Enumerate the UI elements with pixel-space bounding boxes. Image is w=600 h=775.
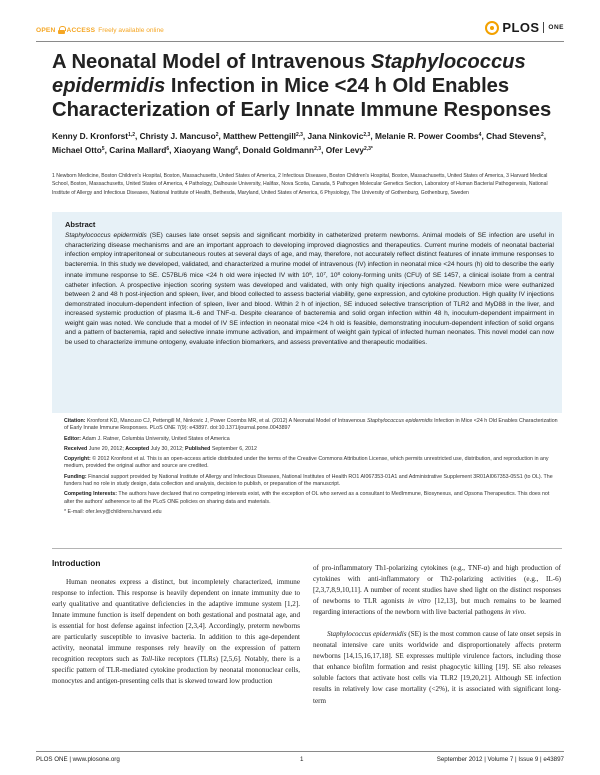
author-affiliation-marker: 2 bbox=[540, 132, 544, 138]
accepted-date: July 30, 2012; bbox=[149, 445, 186, 452]
author-affiliation-marker: 2,3 bbox=[363, 132, 371, 138]
dates bbox=[64, 446, 561, 453]
citation bbox=[64, 418, 561, 433]
citation-label: Citation: bbox=[64, 418, 86, 424]
author[interactable] bbox=[52, 131, 135, 141]
intro-left-b: -like receptors (TLRs) [2,5,6]. Notably, there is a specific pattern of TLR-mediated cytokine production by neonatal mononuclear cells, monocytes and antigen-presenting cells that is skewed toward low production bbox=[52, 655, 301, 686]
intro-species: Staphylococcus epidermidis bbox=[327, 630, 407, 639]
title-species: Staphylococcus epidermidis bbox=[52, 51, 526, 97]
corresponding-email[interactable]: * E-mail: ofer.levy@childrens.harvard.edu bbox=[64, 508, 162, 515]
intro-paragraph-1-cont bbox=[313, 563, 561, 618]
funding bbox=[64, 474, 561, 489]
author-name: Jana Ninkovic bbox=[307, 131, 364, 141]
section-divider bbox=[52, 548, 562, 549]
author-name: Donald Goldmann bbox=[242, 144, 315, 155]
abstract-text-b: colony-forming units (CFU) of SE 1457, a clinical isolate from a central catheter infection. A prospective injection scoring system was developed and validated, with only high quality injections analyzed. Newborn mice were euthanized between 2 and 48 h post-injection and spleen, liver, and blood collected to assess bacterial viability, gene expression, and cytokine production. High quality IV injections demonstrated inoculum-dependent infection of spleen, liver and blood. Within 2 h of injection, SE induced selective transcription of TLR2 and MyD88 in the liver, and increased systemic production of plasma IL-6 and TNF-α. Despite clearance of bacteremia and solid organ infection within 48 h, inoculum-dependent impairment in weight gain was noted. We conclude that a model of IV SE infection in neonatal mice <24 h old is feasible, demonstrating inoculum-dependent infection of solid organs and a pattern of bacteremia, rapid and selective innate immune activation, and impairment of weight gain typical of infected human neonates. This novel model can now be used to characterize immune ontogeny, evaluate infection biomarkers, and assess preventative and therapeutic modalities. bbox=[65, 272, 554, 346]
journal-header bbox=[36, 20, 564, 42]
citation-species: Staphylococcus epidermidis bbox=[366, 418, 433, 424]
author-name: Ofer Levy bbox=[325, 144, 364, 155]
logo-divider bbox=[543, 22, 544, 33]
received-date: June 20, 2012; bbox=[87, 445, 126, 452]
abstract-heading: Abstract bbox=[65, 220, 96, 229]
abstract-text bbox=[65, 231, 554, 347]
accepted-label: Accepted bbox=[125, 445, 150, 452]
funding-label: Funding: bbox=[64, 473, 87, 480]
open-access-lock-icon bbox=[58, 26, 65, 34]
competing-label: Competing Interests: bbox=[64, 491, 117, 498]
intro-left-a: Human neonates express a distinct, but incompletely characterized, immune response to infection. This response is heavily dependent on innate immunity due to early qualitative and quantitative deficiencies in the adaptive immune system [1,2]. Innate immune function is itself dependent on both gestational and postnatal age, and is essential for host defense against infection [2,3,4]. Accordingly, preterm newborns are particularly susceptible to invasive bacteria. In addition to this age-dependent activity, neonatal immune responses rely heavily on the expression of pattern recognition receptors such as bbox=[52, 578, 300, 664]
one-wordmark: ONE bbox=[548, 24, 564, 31]
author[interactable] bbox=[223, 131, 303, 141]
author-affiliation-marker: 5 bbox=[101, 145, 105, 152]
author-list: Kenny D. Kronforst$^{1,2}$, Christy J. Mancuso$^2$, Matthew Pettengill$^{2,3}$, Jana Ninkovic$^{2,3}$, Melanie R. Power Coombs$^4$, Chad Stevens$^2$, Michael Otto$^5$, Carina Mallard$^6$, Xiaoyang Wang$^6$, Donald Goldmann$^{2,3}$, Ofer Levy$^{2,3*}$ bbox=[52, 131, 547, 155]
author-name: Kenny D. Kronforst bbox=[52, 131, 129, 141]
abstract-box bbox=[52, 212, 562, 413]
author[interactable] bbox=[52, 145, 105, 155]
author-affiliation-marker: 6 bbox=[166, 145, 170, 152]
intro-toll: Toll bbox=[141, 655, 153, 664]
article-metadata bbox=[64, 418, 561, 519]
author-name: Chad Stevens bbox=[486, 131, 541, 141]
introduction-heading: Introduction bbox=[52, 558, 101, 568]
author-affiliation-marker: 1,2 bbox=[128, 132, 136, 138]
intro-paragraph-2-text: (SE) is the most common cause of late onset sepsis in neonatal intensive care units worldwide and disproportionately affects preterm newborns [14,15,16,17,18]. SE expresses multiple virulence factors, including those that enhance biofilm formation and resist phagocytic killing [19]. SE also releases soluble factors that activate host cells via TLR2 [19,20,21]. Although SE infection results in relatively low case mortality (<2%), it is associated with significant long-term bbox=[313, 630, 561, 705]
intro-paragraph-2 bbox=[313, 629, 561, 706]
author[interactable] bbox=[486, 131, 544, 141]
abstract-exp-1: 6 bbox=[309, 271, 312, 276]
open-access-tagline: Freely available online bbox=[98, 26, 164, 34]
article-title bbox=[52, 50, 552, 122]
intro-right-column bbox=[313, 563, 561, 707]
author-affiliation-marker: 4 bbox=[478, 132, 482, 138]
author-name: Christy J. Mancuso bbox=[139, 131, 216, 141]
abstract-species: Staphylococcus epidermidis bbox=[65, 232, 147, 239]
intro-right-a: of pro-inflammatory Th1-polarizing cytokines (e.g., TNF-α) and high production of cytokines with anti-inflammatory or Th2-polarizing activities (e.g., IL-6) [2,3,7,8,9,10,11]. A number of recent studies have shed light on the distinct responses of newborns to TLR agonists bbox=[313, 564, 561, 606]
citation-text-b: Infection in Mice <24 h Old Enables Characterization of Early Innate Immune Responses. PLoS ONE 7(9): e43897. doi:10.1371/journal.pone.0043897 bbox=[64, 418, 558, 432]
editor bbox=[64, 436, 561, 443]
abstract-sep-1: , 10 bbox=[311, 272, 324, 279]
author[interactable] bbox=[140, 131, 219, 141]
author-name: Melanie R. Power Coombs bbox=[374, 131, 479, 141]
author-affiliation-marker: 2,3 bbox=[314, 145, 322, 152]
citation-text-a: Kronforst KD, Mancuso CJ, Pettengill M, Ninkovic J, Power Coombs MR, et al. (2012) A Neonatal Model of Intravenous bbox=[85, 418, 367, 424]
author[interactable] bbox=[243, 145, 321, 155]
footer-issue-info: September 2012 | Volume 7 | Issue 9 | e43897 bbox=[436, 756, 564, 763]
plos-ring-icon bbox=[485, 21, 499, 35]
author-affiliation-marker: 2,3* bbox=[363, 145, 373, 152]
open-access-banner[interactable] bbox=[36, 26, 164, 34]
received-label: Received bbox=[64, 445, 88, 452]
title-part-2: Infection in Mice <24 h Old Enables Characterization of Early Innate Immune Responses bbox=[52, 75, 552, 121]
author[interactable] bbox=[326, 145, 373, 155]
copyright-label: Copyright: bbox=[64, 456, 91, 463]
page-number: 1 bbox=[300, 756, 304, 763]
author-affiliation-marker: 2 bbox=[215, 132, 219, 138]
plos-wordmark: PLOS bbox=[502, 20, 540, 35]
editor-name: Adam J. Ratner, Columbia University, United States of America bbox=[81, 435, 230, 442]
author-name: Carina Mallard bbox=[109, 144, 167, 155]
funding-text: Financial support provided by National Institute of Allergy and Infectious Diseases, National Institutes of Health RO1 AI067353-01A1 and Administrative Supplement 3R01AI067353-05S1 (to OL). The funders had no role in study design, data collection and analysis, decision to publish, or preparation of the manuscript. bbox=[64, 473, 553, 488]
intro-right-c: . bbox=[524, 608, 526, 617]
title-part-1: A Neonatal Model of Intravenous bbox=[52, 51, 371, 73]
competing-interests bbox=[64, 491, 561, 506]
abstract-exp-2: 7 bbox=[323, 271, 326, 276]
abstract-exp-3: 8 bbox=[337, 271, 340, 276]
author[interactable] bbox=[375, 131, 482, 141]
competing-text: The authors have declared that no competing interests exist, with the exception of OL who served as a consultant to MedImmune, Biosynexus, and Opsona Therapeutics. This does not alter the authors' adherence to all the PLoS ONE policies on sharing data and materials. bbox=[64, 491, 550, 505]
copyright bbox=[64, 456, 561, 471]
author[interactable] bbox=[308, 131, 371, 141]
copyright-text: © 2012 Kronforst et al. This is an open-access article distributed under the terms of the Creative Commons Attribution License, which permits unrestricted use, distribution, and reproduction in any medium, provided the original author and source are credited. bbox=[64, 456, 549, 470]
editor-label: Editor: bbox=[64, 435, 82, 442]
affiliations: 1 Newborn Medicine, Boston Children's Hospital, Boston, Massachusetts, United States of America, 2 Infectious Diseases, Boston Children's Hospital, Boston, Massachusetts, United States of America, 3 Harvard Medical School, Boston, Massachusetts, United States of America, 4 Pathology, Dalhousie University, Halifax, Nova Scotia, Canada, 5 Pathogen Molecular Genetics Section, Laboratory of Human Bacterial Pathogenesis, National Institute of Allergy and Infectious Diseases, National Institute of Health, Bethesda, Maryland, United States of America, 6 Physiology, The University of Gothenburg, Gothenburg, Sweden bbox=[52, 173, 548, 196]
intro-in-vivo: in vivo bbox=[505, 608, 525, 617]
abstract-text-a: (SE) causes late onset sepsis and significant morbidity in catheterized preterm newborns. Animal models of SE infection are useful in characterizing disease mechanisms and are an important approach to developing improved diagnostics and therapeutics. Current murine models of neonatal bacterial infection employ intraperitoneal or subcutaneous routes at several days of age, and may, therefore, not accurately reflect distinct features of innate immune responses to bacteremia. In this study we developed, validated, and characterized a murine model of intravenous (IV) infection in neonatal mice <24 hours (h) old to describe the early innate immune response to SE. C57BL/6 mice <24 h old were injected IV with 10 bbox=[65, 232, 554, 279]
author-affiliation-marker: 2,3 bbox=[295, 132, 303, 138]
page-footer bbox=[36, 756, 564, 766]
author-name: Xiaoyang Wang bbox=[173, 144, 236, 155]
open-access-word-open: OPEN bbox=[36, 26, 56, 34]
author-name: Michael Otto bbox=[52, 144, 102, 155]
open-access-word-access: ACCESS bbox=[66, 26, 96, 34]
author-name: Matthew Pettengill bbox=[223, 131, 296, 141]
published-label: Published bbox=[185, 445, 211, 452]
intro-paragraph-1 bbox=[52, 577, 300, 687]
plos-one-logo[interactable] bbox=[485, 20, 564, 35]
author[interactable] bbox=[174, 145, 238, 155]
published-date: September 6, 2012 bbox=[210, 445, 257, 452]
footer-rule bbox=[36, 751, 564, 752]
intro-in-vitro: in vitro bbox=[408, 597, 431, 606]
footer-journal-url[interactable]: PLOS ONE | www.plosone.org bbox=[36, 756, 120, 763]
author[interactable] bbox=[109, 145, 169, 155]
author-affiliation-marker: 6 bbox=[235, 145, 239, 152]
intro-right-b: [12,13], but much remains to be learned regarding interactions of the newborn with live bacterial pathogens bbox=[313, 597, 561, 617]
abstract-sep-2: , 10 bbox=[325, 272, 338, 279]
